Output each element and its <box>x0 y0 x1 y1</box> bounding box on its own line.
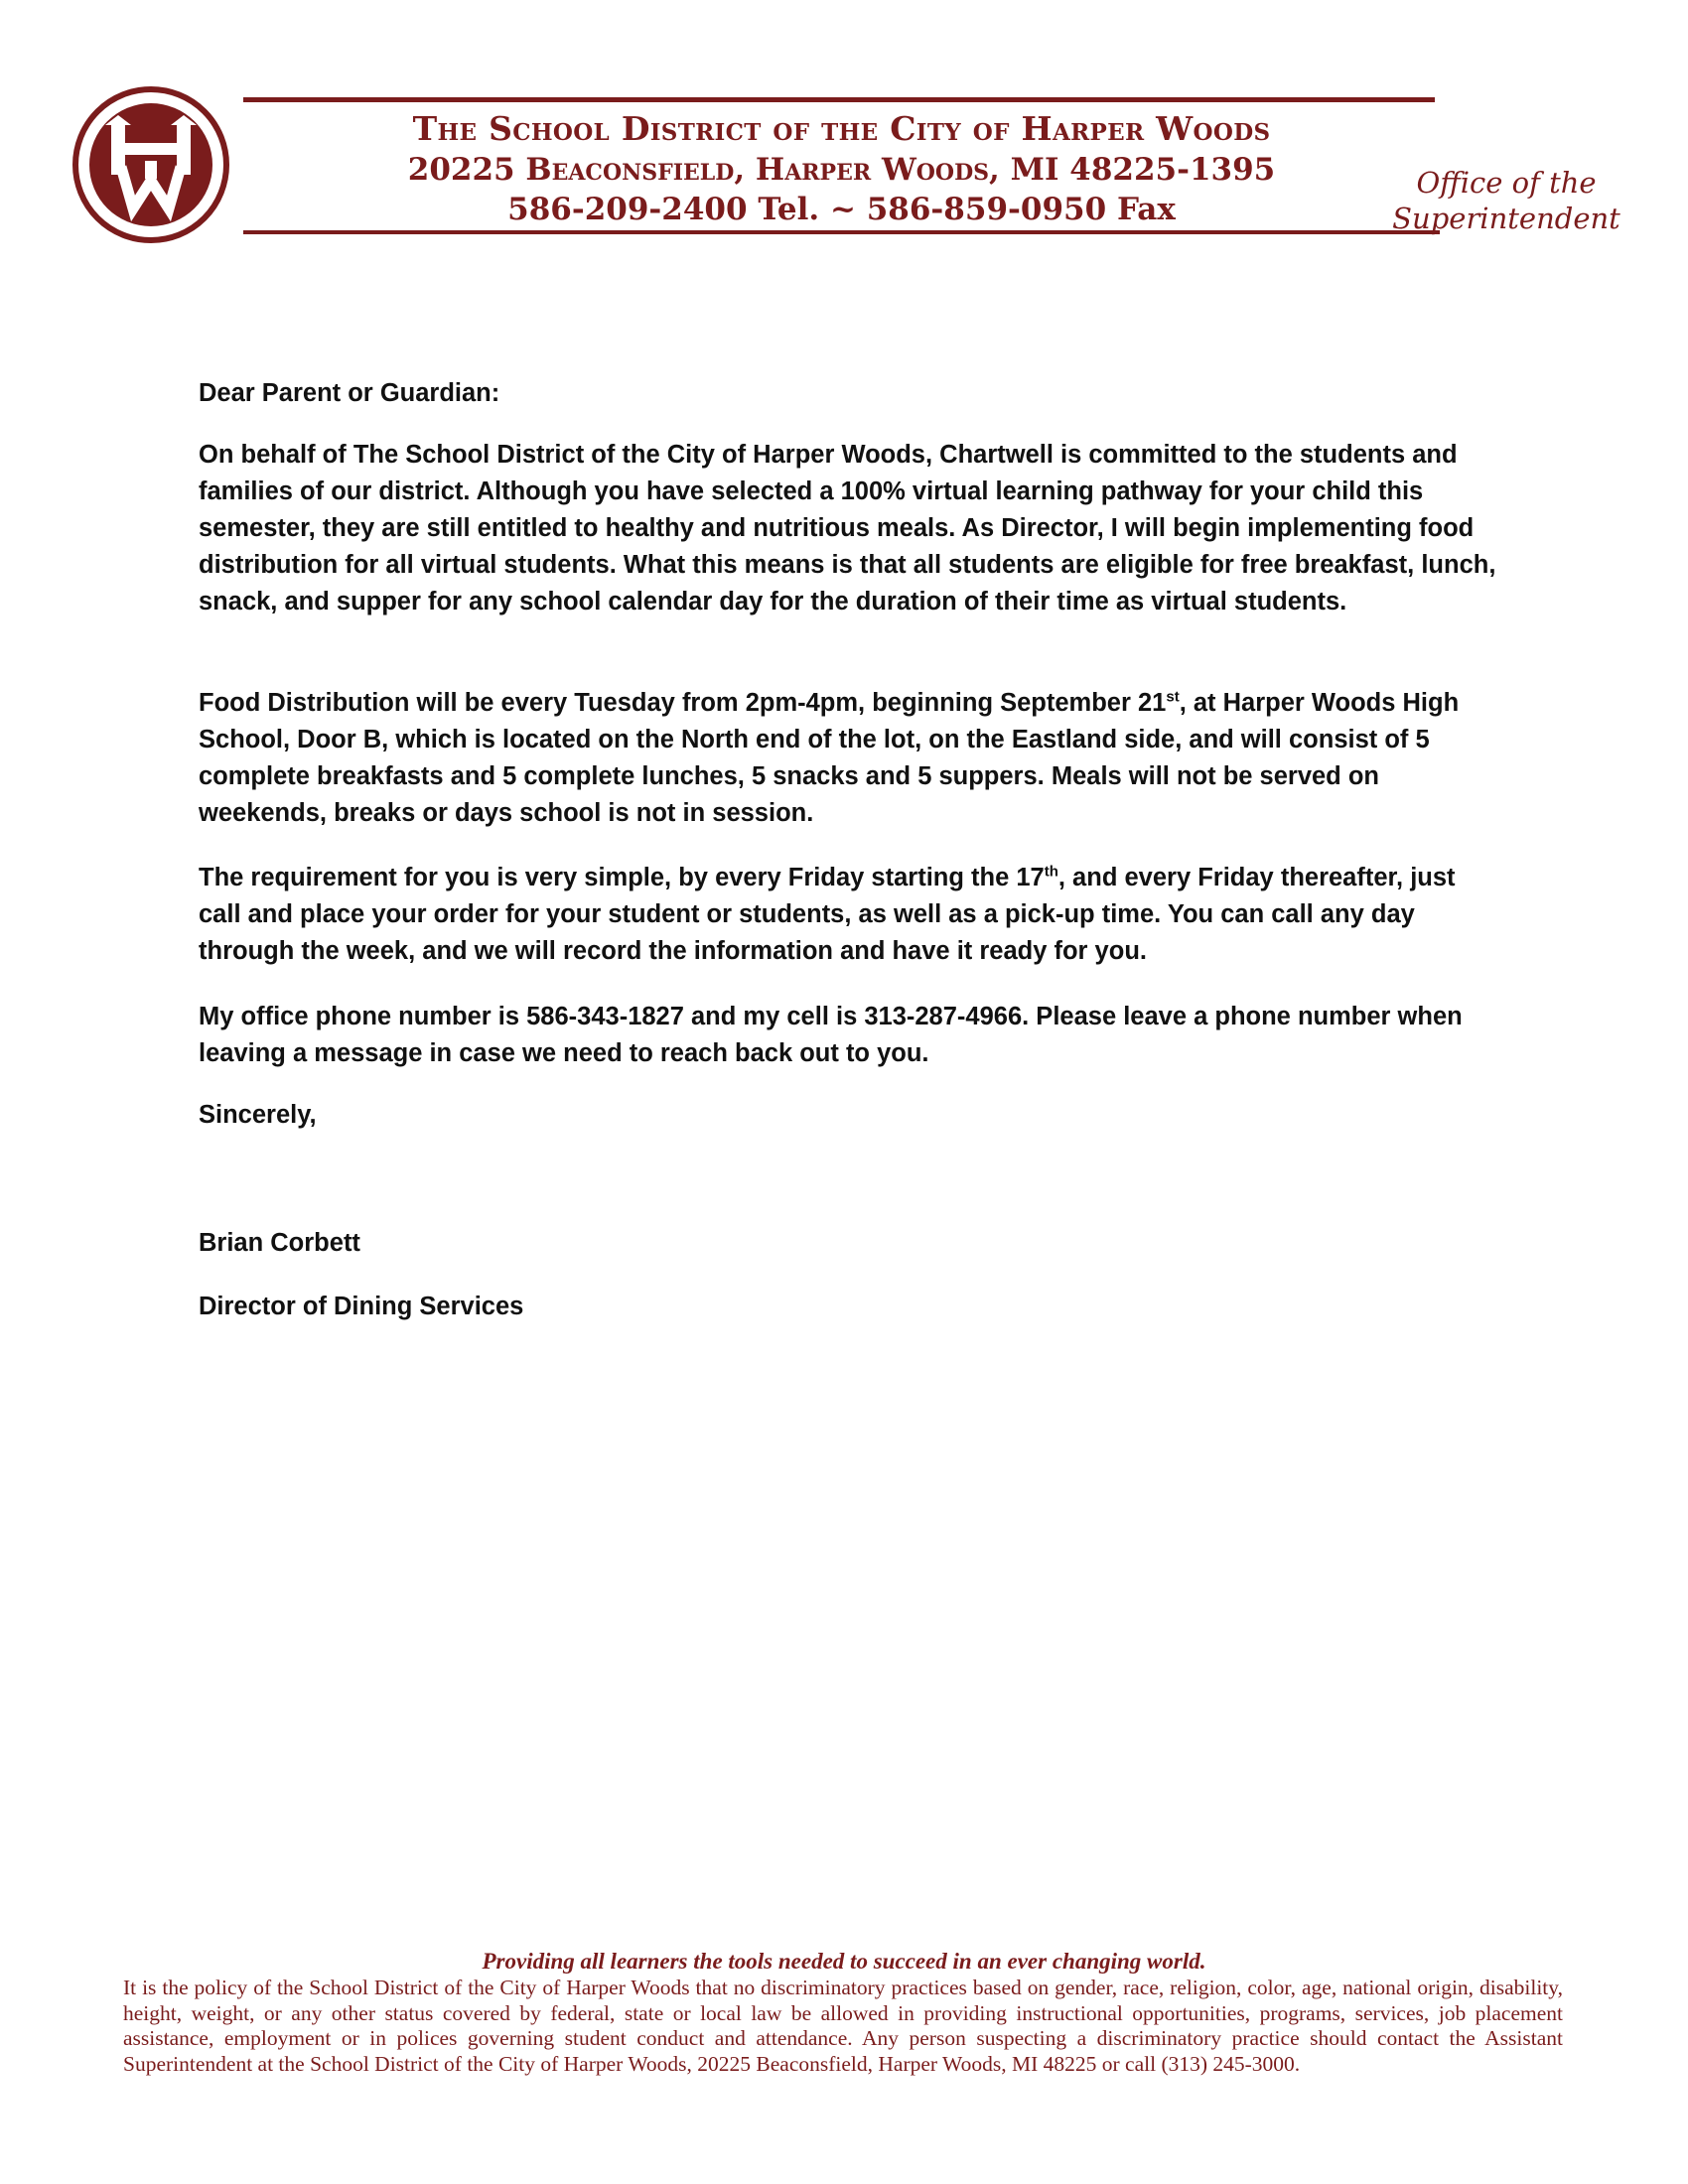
district-phone-fax: 586-209-2400 Tel. ~ 586-859-0950 Fax <box>507 192 1176 227</box>
office-label-line2: Superintendent <box>1392 202 1620 235</box>
closing: Sincerely, <box>199 1100 317 1129</box>
paragraph-requirement-part1: The requirement for you is very simple, by every Friday starting the 17 <box>199 863 1045 891</box>
district-logo-icon <box>71 85 230 244</box>
ordinal-suffix: th <box>1044 863 1058 880</box>
paragraph-intro: On behalf of The School District of the City of Harper Woods, Chartwell is committed to the students and families of our district. Although you have selected a 100% virtual learning pathway for your child this semester, they are still entitled to healthy and nutritious meals. As Director, I will begin implementing food distribution for all virtual students. What this means is that all students are eligible for free breakfast, lunch, snack, and supper for any school calendar day for the duration of their time as virtual students. <box>199 440 1496 615</box>
district-name: The School District of the City of Harper Woods <box>412 109 1271 148</box>
district-address: 20225 Beaconsfield, Harper Woods, MI 48225-1395 <box>407 152 1276 188</box>
paragraph-distribution-part2: , at Harper Woods High School, Door B, which is located on the North end of the lot, on the Eastland side, and will consist of 5 complete breakfasts and 5 complete lunches, 5 snacks and 5 suppers. Meals will not be served on weekends, breaks or days school is not in session. <box>199 688 1460 827</box>
paragraph-requirement <box>199 860 1499 970</box>
footer-motto: Providing all learners the tools needed to succeed in an ever changing world. <box>482 1949 1206 1974</box>
office-label-line1: Office of the <box>1416 166 1597 200</box>
header-rule-top <box>243 97 1435 102</box>
signer-name: Brian Corbett <box>199 1228 360 1257</box>
signer-title: Director of Dining Services <box>199 1292 524 1320</box>
ordinal-suffix: st <box>1166 688 1180 705</box>
footer-policy: It is the policy of the School District of the City of Harper Woods that no discriminatory practices based on gender, race, religion, color, age, national origin, disability, height, weight, or any other status covered by federal, state or local law be allowed in providing instructional opportunities, programs, services, job placement assistance, employment or in polices governing student conduct and attendance. Any person suspecting a discriminatory practice should contact the Assistant Superintendent at the School District of the City of Harper Woods, 20225 Beaconsfield, Harper Woods, MI 48225 or call (313) 245-3000. <box>123 1976 1563 2076</box>
paragraph-distribution <box>199 685 1499 832</box>
paragraph-distribution-part1: Food Distribution will be every Tuesday from 2pm-4pm, beginning September 21 <box>199 688 1167 717</box>
header-rule-bottom <box>243 230 1440 234</box>
paragraph-requirement-part2: , and every Friday thereafter, just call and place your order for your student or students, as well as a pick-up time. You can call any day through the week, and we will record the information and have it ready for you. <box>199 863 1456 965</box>
paragraph-contact: My office phone number is 586-343-1827 and my cell is 313-287-4966. Please leave a phone number when leaving a message in case we need to reach back out to you. <box>199 1002 1463 1067</box>
office-label <box>1392 165 1620 236</box>
salutation: Dear Parent or Guardian: <box>199 378 500 407</box>
